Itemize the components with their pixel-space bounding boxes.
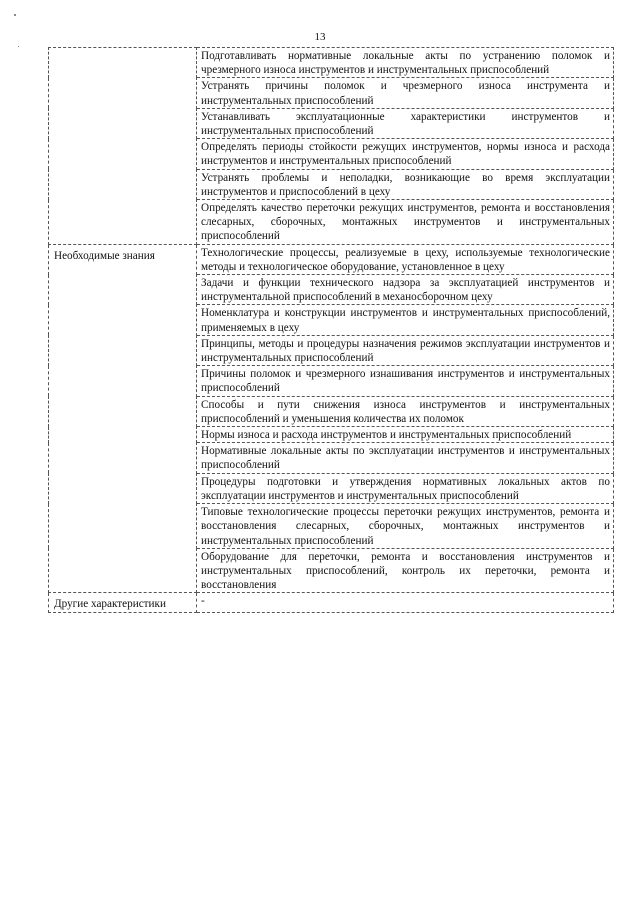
row-item-text: Устранять проблемы и неполадки, возникающие во время эксплуатации инструментов и приспособлений в цеху xyxy=(197,169,614,199)
row-item-text: - xyxy=(197,593,614,612)
row-item-text: Принципы, методы и процедуры назначения режимов эксплуатации инструментов и инструментальных приспособлений xyxy=(197,335,614,365)
row-item-text: Подготавливать нормативные локальные акты по устранению поломок и чрезмерного износа инструментов и инструментальных приспособлений xyxy=(197,48,614,78)
requirements-table xyxy=(48,47,614,613)
row-category-label: Необходимые знания xyxy=(49,244,197,593)
row-item-text: Оборудование для переточки, ремонта и восстановления инструментов и инструментальных приспособлений, контроль их переточки, ремонта и восстановления xyxy=(197,548,614,593)
page-number: 13 xyxy=(314,31,326,43)
row-item-text: Задачи и функции технического надзора за эксплуатацией инструментов и инструментальной приспособлений в механосборочном цеху xyxy=(197,275,614,305)
table-row xyxy=(49,593,614,612)
row-category-label xyxy=(49,48,197,245)
row-item-text: Определять периоды стойкости режущих инструментов, нормы износа и расхода инструментов и инструментальных приспособлений xyxy=(197,139,614,169)
row-item-text: Процедуры подготовки и утверждения нормативных локальных актов по эксплуатации инструментов и инструментальных приспособлений xyxy=(197,473,614,503)
table-row xyxy=(49,48,614,78)
scan-speck xyxy=(14,14,16,16)
row-item-text: Нормативные локальные акты по эксплуатации инструментов и инструментальных приспособлений xyxy=(197,443,614,473)
row-item-text: Нормы износа и расхода инструментов и инструментальных приспособлений xyxy=(197,427,614,443)
row-item-text: Причины поломок и чрезмерного изнашивания инструментов и инструментальных приспособлений xyxy=(197,366,614,396)
row-item-text: Устранять причины поломок и чрезмерного износа инструмента и инструментальных приспособлений xyxy=(197,78,614,108)
row-item-text: Номенклатура и конструкции инструментов и инструментальных приспособлений, применяемых в цеху xyxy=(197,305,614,335)
row-item-text: Типовые технологические процессы переточки режущих инструментов, ремонта и восстановления слесарных, сборочных, монтажных инструментов и инструментальных приспособлений xyxy=(197,504,614,549)
row-category-label: Другие характеристики xyxy=(49,593,197,612)
scan-speck xyxy=(18,46,19,47)
row-item-text: Определять качество переточки режущих инструментов, ремонта и восстановления слесарных, сборочных, монтажных инструментов и инструментальных приспособлений xyxy=(197,200,614,245)
row-item-text: Технологические процессы, реализуемые в цеху, используемые технологические методы и технологическое оборудование, установленное в цеху xyxy=(197,244,614,274)
table-row xyxy=(49,244,614,274)
row-item-text: Устанавливать эксплуатационные характеристики инструментов и инструментальных приспособлений xyxy=(197,108,614,138)
row-item-text: Способы и пути снижения износа инструментов и инструментальных приспособлений и уменьшения количества их поломок xyxy=(197,396,614,426)
